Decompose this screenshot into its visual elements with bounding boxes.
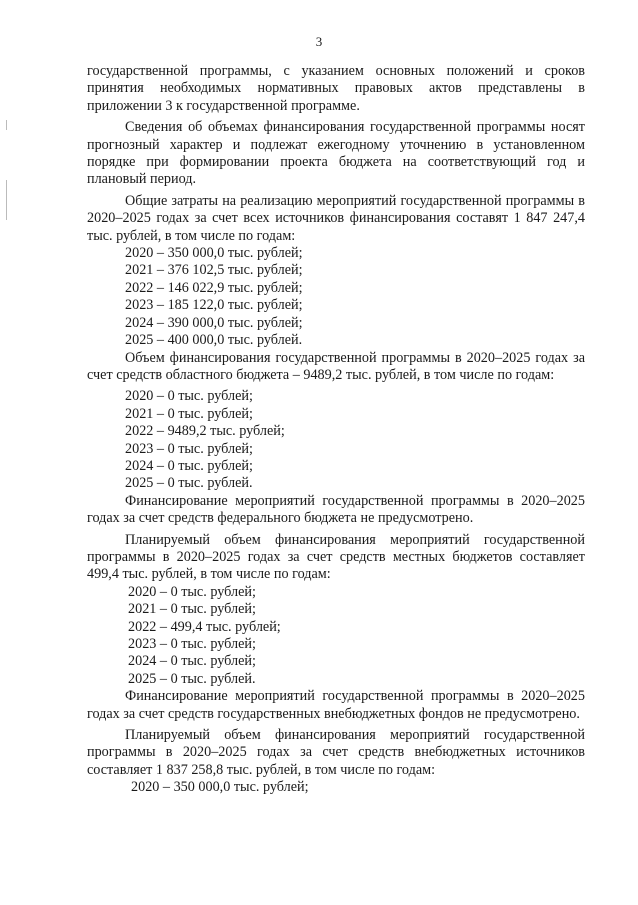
list-item: 2020 – 350 000,0 тыс. рублей; <box>131 779 309 796</box>
scan-edge-mark <box>6 180 7 220</box>
total-funding-by-year-list <box>87 245 585 349</box>
list-item: 2022 – 499,4 тыс. рублей; <box>128 618 281 635</box>
paragraph: Сведения об объемах финансирования государственной программы носят прогнозный характер и подлежат ежегодному уточнению в установленном порядке при формировании проекта бюджета на соответствующий год и плановый период. <box>87 119 585 188</box>
list-item: 2021 – 376 102,5 тыс. рублей; <box>125 262 303 279</box>
list-item: 2023 – 185 122,0 тыс. рублей; <box>125 297 303 314</box>
paragraph: Финансирование мероприятий государственной программы в 2020–2025 годах за счет средств государственных внебюджетных фондов не предусмотрено. <box>87 688 585 722</box>
list-item: 2024 – 390 000,0 тыс. рублей; <box>125 314 303 331</box>
list-item: 2021 – 0 тыс. рублей; <box>125 405 253 422</box>
list-item: 2024 – 0 тыс. рублей; <box>125 457 253 474</box>
page-number: 3 <box>315 34 323 49</box>
scan-edge-mark <box>6 120 7 130</box>
list-item: 2023 – 0 тыс. рублей; <box>128 636 256 652</box>
list-item: 2020 – 350 000,0 тыс. рублей; <box>125 245 303 262</box>
extrabudgetary-funding-by-year-list <box>87 779 585 796</box>
local-funding-by-year-list <box>87 584 585 688</box>
list-item: 2022 – 146 022,9 тыс. рублей; <box>125 279 303 296</box>
regional-funding-by-year-list <box>87 388 585 492</box>
list-item: 2022 – 9489,2 тыс. рублей; <box>125 423 285 440</box>
paragraph: Финансирование мероприятий государственной программы в 2020–2025 годах за счет средств федерального бюджета не предусмотрено. <box>87 492 585 527</box>
list-item: 2024 – 0 тыс. рублей; <box>128 653 256 670</box>
list-item: 2020 – 0 тыс. рублей; <box>128 583 256 600</box>
paragraph: государственной программы, с указанием основных положений и сроков принятия необходимых нормативных правовых актов представлены в приложении 3 к государственной программе. <box>87 63 585 114</box>
list-item: 2025 – 0 тыс. рублей. <box>125 475 253 492</box>
list-item: 2021 – 0 тыс. рублей; <box>128 601 256 618</box>
paragraph: Планируемый объем финансирования мероприятий государственной программы в 2020–2025 годах за счет средств внебюджетных источников составляет 1 837 258,8 тыс. рублей, в том числе по годам: <box>87 727 585 778</box>
paragraph: Объем финансирования государственной программы в 2020–2025 годах за счет средств областного бюджета – 9489,2 тыс. рублей, в том числе по годам: <box>87 349 585 383</box>
list-item: 2025 – 400 000,0 тыс. рублей. <box>125 332 303 349</box>
paragraph: Общие затраты на реализацию мероприятий государственной программы в 2020–2025 годах за счет всех источников финансирования составят 1 847 247,4 тыс. рублей, в том числе по годам: <box>87 192 585 244</box>
list-item: 2025 – 0 тыс. рублей. <box>128 670 256 687</box>
document-body <box>87 63 585 797</box>
paragraph: Планируемый объем финансирования мероприятий государственной программы в 2020–2025 годах за счет средств местных бюджетов составляет 499,4 тыс. рублей, в том числе по годам: <box>87 531 585 583</box>
list-item: 2023 – 0 тыс. рублей; <box>125 440 253 457</box>
list-item: 2020 – 0 тыс. рублей; <box>125 388 253 405</box>
